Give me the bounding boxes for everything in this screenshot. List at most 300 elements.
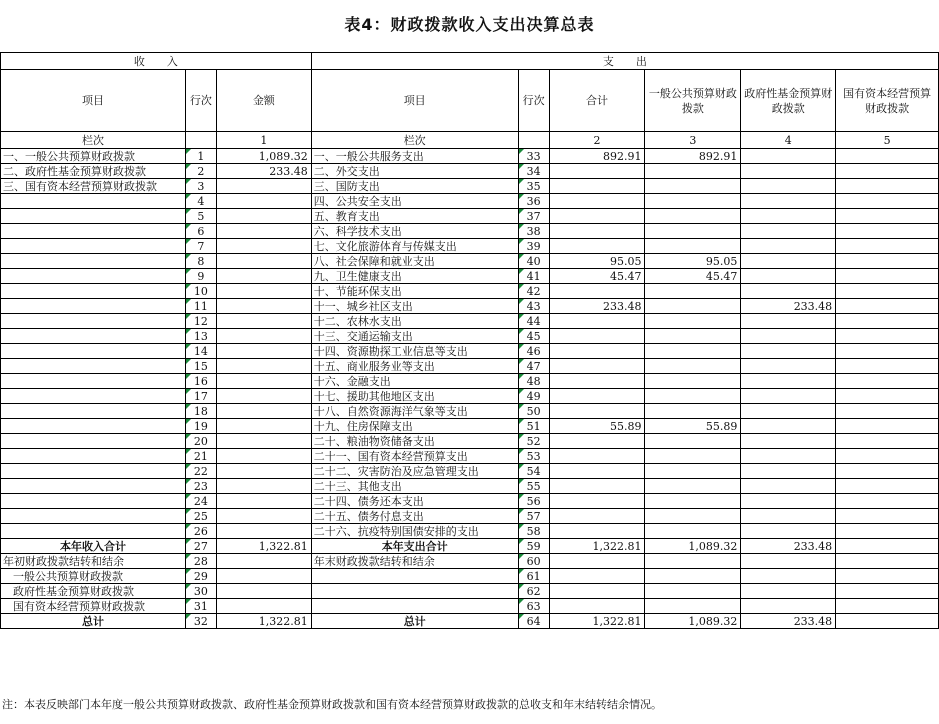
expense-gov-fund-cell [741, 194, 836, 209]
expense-total-cell [549, 239, 645, 254]
table-row [1, 404, 939, 419]
column-number-1: 1 [216, 132, 311, 149]
income-row-no-cell: 15 [185, 359, 216, 374]
column-number-row [1, 132, 939, 149]
expense-row-no-cell: 53 [518, 449, 549, 464]
expense-gov-fund-cell: 233.48 [741, 614, 836, 629]
income-row-no-cell: 24 [185, 494, 216, 509]
expense-state-capital-cell [836, 554, 939, 569]
column-number-4: 4 [741, 132, 836, 149]
table-row [1, 254, 939, 269]
expense-item-cell: 四、公共安全支出 [311, 194, 518, 209]
column-number-5: 5 [836, 132, 939, 149]
income-amount-cell [216, 584, 311, 599]
expense-state-capital-cell [836, 599, 939, 614]
income-row-no-cell: 3 [185, 179, 216, 194]
expense-total-cell: 55.89 [549, 419, 645, 434]
expense-state-capital-cell [836, 284, 939, 299]
table-row [1, 314, 939, 329]
expense-item-cell: 五、教育支出 [311, 209, 518, 224]
expense-general-budget-cell [645, 434, 741, 449]
expense-total-cell [549, 434, 645, 449]
income-row-no-cell: 5 [185, 209, 216, 224]
expense-state-capital-cell [836, 449, 939, 464]
income-row-no-cell: 18 [185, 404, 216, 419]
income-item-cell: 一般公共预算财政拨款 [1, 569, 186, 584]
income-item-cell [1, 494, 186, 509]
expense-gov-fund-cell [741, 179, 836, 194]
income-row-no-cell: 10 [185, 284, 216, 299]
column-number-2: 2 [549, 132, 645, 149]
income-amount-cell [216, 464, 311, 479]
expense-item-header: 项目 [311, 70, 518, 132]
table-row [1, 344, 939, 359]
expense-gov-fund-cell [741, 359, 836, 374]
expense-item-cell: 六、科学技术支出 [311, 224, 518, 239]
expense-general-budget-cell [645, 374, 741, 389]
expense-total-cell [549, 584, 645, 599]
table-row [1, 164, 939, 179]
expense-total-cell [549, 554, 645, 569]
expense-gov-fund-cell [741, 239, 836, 254]
expense-state-capital-cell [836, 179, 939, 194]
expense-general-budget-cell [645, 584, 741, 599]
expense-row-no-cell: 52 [518, 434, 549, 449]
expense-general-budget-cell [645, 404, 741, 419]
income-item-cell: 年初财政拨款结转和结余 [1, 554, 186, 569]
income-row-no-cell: 31 [185, 599, 216, 614]
expense-general-budget-cell: 55.89 [645, 419, 741, 434]
final-accounts-table [0, 52, 939, 629]
table-row [1, 149, 939, 164]
expense-general-budget-cell [645, 239, 741, 254]
table-row [1, 239, 939, 254]
expense-state-capital-cell [836, 224, 939, 239]
expense-row-no-cell: 63 [518, 599, 549, 614]
expense-gov-fund-cell [741, 254, 836, 269]
expense-gov-fund-cell [741, 584, 836, 599]
income-amount-cell [216, 224, 311, 239]
expense-gov-fund-cell [741, 419, 836, 434]
table-row [1, 359, 939, 374]
expense-state-capital-cell [836, 389, 939, 404]
expense-row-no-cell: 36 [518, 194, 549, 209]
expense-item-cell: 二十六、抗疫特别国债安排的支出 [311, 524, 518, 539]
income-amount-cell [216, 569, 311, 584]
expense-state-capital-cell [836, 404, 939, 419]
table-row [1, 284, 939, 299]
expense-item-cell: 十四、资源勘探工业信息等支出 [311, 344, 518, 359]
expense-row-no-cell: 58 [518, 524, 549, 539]
income-amount-cell: 1,089.32 [216, 149, 311, 164]
expense-state-capital-cell [836, 614, 939, 629]
table-row [1, 464, 939, 479]
expense-total-cell [549, 329, 645, 344]
expense-state-capital-cell [836, 329, 939, 344]
expense-general-budget-cell [645, 599, 741, 614]
expense-state-capital-cell [836, 254, 939, 269]
expense-item-cell: 九、卫生健康支出 [311, 269, 518, 284]
income-item-cell: 二、政府性基金预算财政拨款 [1, 164, 186, 179]
expense-general-budget-cell: 45.47 [645, 269, 741, 284]
income-item-cell [1, 239, 186, 254]
table-row [1, 419, 939, 434]
expense-total-cell: 45.47 [549, 269, 645, 284]
expense-general-budget-cell [645, 359, 741, 374]
income-row-no-cell: 23 [185, 479, 216, 494]
expense-general-budget-cell [645, 509, 741, 524]
expense-state-capital-cell [836, 539, 939, 554]
expense-gov-fund-cell [741, 464, 836, 479]
expense-row-no-cell: 50 [518, 404, 549, 419]
income-row-no-cell: 19 [185, 419, 216, 434]
income-item-cell: 政府性基金预算财政拨款 [1, 584, 186, 599]
expense-general-budget-cell [645, 179, 741, 194]
expense-total-cell: 1,322.81 [549, 539, 645, 554]
column-header-row [1, 70, 939, 132]
income-amount-cell [216, 554, 311, 569]
expense-item-cell: 本年支出合计 [311, 539, 518, 554]
income-row-no-cell: 29 [185, 569, 216, 584]
expense-item-cell [311, 584, 518, 599]
income-amount-cell [216, 419, 311, 434]
expense-total-cell [549, 164, 645, 179]
table-row [1, 614, 939, 629]
expense-item-cell: 十六、金融支出 [311, 374, 518, 389]
expense-total-cell [549, 209, 645, 224]
table-row [1, 209, 939, 224]
income-amount-cell [216, 329, 311, 344]
expense-section-header: 支 出 [311, 53, 938, 70]
expense-total-cell [549, 479, 645, 494]
table-row [1, 494, 939, 509]
expense-gov-fund-cell [741, 509, 836, 524]
expense-total-header: 合计 [549, 70, 645, 132]
expense-state-capital-cell [836, 149, 939, 164]
section-header-row [1, 53, 939, 70]
expense-state-capital-cell [836, 194, 939, 209]
income-amount-cell [216, 179, 311, 194]
expense-general-budget-cell [645, 344, 741, 359]
income-amount-cell [216, 509, 311, 524]
expense-item-cell: 年末财政拨款结转和结余 [311, 554, 518, 569]
expense-item-cell: 十九、住房保障支出 [311, 419, 518, 434]
income-item-cell [1, 269, 186, 284]
income-section-header: 收 入 [1, 53, 312, 70]
expense-gov-fund-cell [741, 269, 836, 284]
expense-row-no-cell: 47 [518, 359, 549, 374]
expense-row-no-cell: 41 [518, 269, 549, 284]
income-amount-cell [216, 434, 311, 449]
expense-row-no-cell: 54 [518, 464, 549, 479]
income-amount-cell [216, 599, 311, 614]
table-row [1, 569, 939, 584]
income-item-cell [1, 464, 186, 479]
expense-row-no-cell: 43 [518, 299, 549, 314]
expense-row-no-cell: 37 [518, 209, 549, 224]
page-title: 表4：财政拨款收入支出决算总表 [344, 15, 595, 34]
income-row-no-cell: 32 [185, 614, 216, 629]
expense-state-capital-cell [836, 419, 939, 434]
expense-state-capital-cell [836, 569, 939, 584]
income-amount-cell [216, 269, 311, 284]
table-row [1, 224, 939, 239]
expense-state-capital-cell [836, 584, 939, 599]
income-item-cell [1, 329, 186, 344]
income-item-cell [1, 209, 186, 224]
income-amount-cell [216, 374, 311, 389]
expense-total-cell [549, 404, 645, 419]
expense-general-budget-cell [645, 569, 741, 584]
expense-total-cell [549, 599, 645, 614]
expense-total-cell [549, 194, 645, 209]
income-amount-cell: 1,322.81 [216, 614, 311, 629]
expense-item-cell: 一、一般公共服务支出 [311, 149, 518, 164]
expense-general-budget-cell: 1,089.32 [645, 539, 741, 554]
income-item-header: 项目 [1, 70, 186, 132]
income-amount-header: 金额 [216, 70, 311, 132]
expense-column-label: 栏次 [311, 132, 518, 149]
expense-item-cell: 十七、援助其他地区支出 [311, 389, 518, 404]
expense-gov-fund-cell: 233.48 [741, 299, 836, 314]
expense-row-no-cell: 55 [518, 479, 549, 494]
income-amount-cell [216, 194, 311, 209]
expense-state-capital-cell [836, 434, 939, 449]
expense-row-no-cell: 64 [518, 614, 549, 629]
expense-state-capital-cell [836, 464, 939, 479]
income-row-no-cell: 6 [185, 224, 216, 239]
table-row [1, 389, 939, 404]
expense-gov-fund-cell [741, 554, 836, 569]
expense-total-cell [549, 449, 645, 464]
income-row-no-cell: 8 [185, 254, 216, 269]
expense-total-cell: 1,322.81 [549, 614, 645, 629]
income-row-no-cell: 30 [185, 584, 216, 599]
income-item-cell [1, 389, 186, 404]
expense-general-budget-cell [645, 164, 741, 179]
table-row [1, 479, 939, 494]
income-amount-cell [216, 239, 311, 254]
expense-general-budget-cell [645, 494, 741, 509]
column-number-3: 3 [645, 132, 741, 149]
expense-item-cell: 二十四、债务还本支出 [311, 494, 518, 509]
expense-state-capital-cell [836, 494, 939, 509]
expense-general-budget-cell [645, 329, 741, 344]
income-item-cell [1, 479, 186, 494]
expense-item-cell: 二十二、灾害防治及应急管理支出 [311, 464, 518, 479]
expense-gov-fund-cell [741, 524, 836, 539]
income-row-no-cell: 28 [185, 554, 216, 569]
expense-total-cell [549, 569, 645, 584]
income-amount-cell: 233.48 [216, 164, 311, 179]
table-row [1, 584, 939, 599]
expense-gov-fund-cell [741, 284, 836, 299]
expense-gov-fund-cell [741, 374, 836, 389]
expense-total-cell [549, 284, 645, 299]
table-row [1, 539, 939, 554]
expense-general-budget-cell: 1,089.32 [645, 614, 741, 629]
expense-total-cell [549, 179, 645, 194]
expense-general-budget-cell [645, 194, 741, 209]
expense-item-cell: 十八、自然资源海洋气象等支出 [311, 404, 518, 419]
expense-gov-fund-cell [741, 389, 836, 404]
expense-row-no-cell: 40 [518, 254, 549, 269]
expense-gov-fund-cell [741, 224, 836, 239]
income-item-cell: 总计 [1, 614, 186, 629]
income-amount-cell [216, 479, 311, 494]
expense-total-cell: 892.91 [549, 149, 645, 164]
income-item-cell [1, 194, 186, 209]
expense-total-cell: 233.48 [549, 299, 645, 314]
expense-state-capital-cell [836, 269, 939, 284]
expense-total-cell [549, 389, 645, 404]
table-row [1, 329, 939, 344]
expense-total-cell [549, 344, 645, 359]
table-row [1, 269, 939, 284]
expense-total-cell: 95.05 [549, 254, 645, 269]
expense-item-cell: 二、外交支出 [311, 164, 518, 179]
table-row [1, 179, 939, 194]
income-amount-cell [216, 299, 311, 314]
expense-row-no-cell: 59 [518, 539, 549, 554]
expense-row-no-cell: 45 [518, 329, 549, 344]
income-row-no-cell: 17 [185, 389, 216, 404]
expense-row-no-cell: 42 [518, 284, 549, 299]
gov-fund-header: 政府性基金预算财政拨款 [741, 70, 836, 132]
expense-general-budget-cell [645, 224, 741, 239]
expense-general-budget-cell [645, 209, 741, 224]
expense-total-cell [549, 509, 645, 524]
expense-general-budget-cell [645, 479, 741, 494]
income-item-cell [1, 344, 186, 359]
income-amount-cell [216, 344, 311, 359]
income-amount-cell: 1,322.81 [216, 539, 311, 554]
expense-item-cell: 十五、商业服务业等支出 [311, 359, 518, 374]
income-item-cell [1, 284, 186, 299]
income-item-cell: 一、一般公共预算财政拨款 [1, 149, 186, 164]
expense-item-cell [311, 569, 518, 584]
income-item-cell [1, 374, 186, 389]
income-item-cell: 国有资本经营预算财政拨款 [1, 599, 186, 614]
general-budget-header: 一般公共预算财政拨款 [645, 70, 741, 132]
expense-row-no-cell: 46 [518, 344, 549, 359]
expense-row-no-cell: 61 [518, 569, 549, 584]
expense-row-no-cell: 34 [518, 164, 549, 179]
income-row-no-cell: 1 [185, 149, 216, 164]
expense-item-cell: 三、国防支出 [311, 179, 518, 194]
footnote: 注：本表反映部门本年度一般公共预算财政拨款、政府性基金预算财政拨款和国有资本经营预算财政拨款的总收支和年末结转结余情况。 [2, 698, 662, 711]
expense-state-capital-cell [836, 509, 939, 524]
income-item-cell [1, 419, 186, 434]
income-row-no-cell: 4 [185, 194, 216, 209]
expense-gov-fund-cell [741, 404, 836, 419]
expense-gov-fund-cell [741, 164, 836, 179]
table-row [1, 299, 939, 314]
expense-state-capital-cell [836, 344, 939, 359]
expense-state-capital-cell [836, 299, 939, 314]
income-amount-cell [216, 359, 311, 374]
income-item-cell [1, 359, 186, 374]
expense-row-no-header: 行次 [518, 70, 549, 132]
income-row-no-header: 行次 [185, 70, 216, 132]
income-item-cell [1, 314, 186, 329]
table-row [1, 194, 939, 209]
expense-row-no-cell: 56 [518, 494, 549, 509]
income-item-cell: 本年收入合计 [1, 539, 186, 554]
income-amount-cell [216, 494, 311, 509]
income-amount-cell [216, 284, 311, 299]
income-item-cell [1, 524, 186, 539]
income-item-cell [1, 299, 186, 314]
income-amount-cell [216, 314, 311, 329]
state-capital-header: 国有资本经营预算财政拨款 [836, 70, 939, 132]
expense-state-capital-cell [836, 209, 939, 224]
table-row [1, 374, 939, 389]
table-row [1, 599, 939, 614]
income-row-no-cell: 2 [185, 164, 216, 179]
table-row [1, 449, 939, 464]
expense-general-budget-cell [645, 449, 741, 464]
income-row-no-cell: 14 [185, 344, 216, 359]
expense-row-no-cell: 48 [518, 374, 549, 389]
income-row-no-cell: 7 [185, 239, 216, 254]
expense-state-capital-cell [836, 314, 939, 329]
expense-general-budget-cell: 892.91 [645, 149, 741, 164]
income-row-no-cell: 12 [185, 314, 216, 329]
expense-row-no-cell: 44 [518, 314, 549, 329]
expense-item-cell: 八、社会保障和就业支出 [311, 254, 518, 269]
income-item-cell [1, 449, 186, 464]
expense-item-cell: 七、文化旅游体育与传媒支出 [311, 239, 518, 254]
expense-item-cell: 二十三、其他支出 [311, 479, 518, 494]
table-row [1, 509, 939, 524]
expense-total-cell [549, 359, 645, 374]
expense-total-cell [549, 494, 645, 509]
expense-item-cell: 十、节能环保支出 [311, 284, 518, 299]
expense-general-budget-cell: 95.05 [645, 254, 741, 269]
expense-state-capital-cell [836, 164, 939, 179]
expense-gov-fund-cell [741, 209, 836, 224]
income-item-cell [1, 254, 186, 269]
expense-item-cell: 十三、交通运输支出 [311, 329, 518, 344]
expense-row-no-cell: 60 [518, 554, 549, 569]
expense-item-cell: 二十五、债务付息支出 [311, 509, 518, 524]
expense-gov-fund-cell [741, 314, 836, 329]
expense-item-cell: 二十一、国有资本经营预算支出 [311, 449, 518, 464]
income-item-cell [1, 224, 186, 239]
table-row [1, 434, 939, 449]
expense-general-budget-cell [645, 389, 741, 404]
expense-general-budget-cell [645, 284, 741, 299]
expense-item-cell: 二十、粮油物资储备支出 [311, 434, 518, 449]
expense-general-budget-cell [645, 464, 741, 479]
expense-general-budget-cell [645, 524, 741, 539]
expense-item-cell: 十二、农林水支出 [311, 314, 518, 329]
expense-gov-fund-cell [741, 449, 836, 464]
income-row-no-cell: 16 [185, 374, 216, 389]
expense-row-no-cell: 49 [518, 389, 549, 404]
expense-item-cell: 总计 [311, 614, 518, 629]
expense-gov-fund-cell [741, 344, 836, 359]
income-row-no-column [185, 132, 216, 149]
expense-row-no-cell: 33 [518, 149, 549, 164]
expense-gov-fund-cell [741, 569, 836, 584]
income-item-cell [1, 434, 186, 449]
expense-row-no-cell: 57 [518, 509, 549, 524]
expense-row-no-cell: 62 [518, 584, 549, 599]
income-row-no-cell: 21 [185, 449, 216, 464]
income-amount-cell [216, 254, 311, 269]
